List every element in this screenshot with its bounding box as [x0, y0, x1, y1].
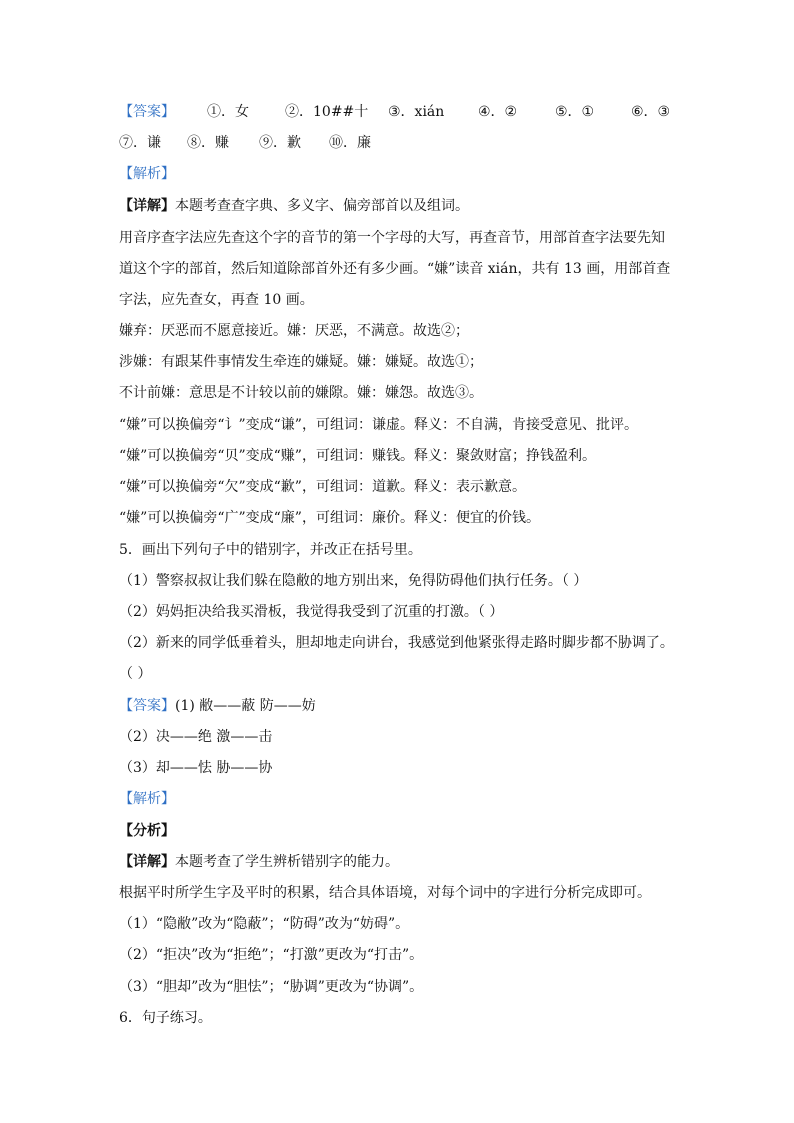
- detail-line: [119, 196, 469, 216]
- answer-item: ⑤．①: [555, 104, 595, 120]
- body-line: （3）“胆却”改为“胆怯”；“胁调”更改为“协调”。: [119, 979, 424, 995]
- analysis-tag: 【解析】: [119, 166, 175, 182]
- answer-row-1: [119, 102, 671, 122]
- answer-tag: 【答案】: [119, 104, 175, 120]
- answer-line: （2）决——绝 激——击: [119, 729, 273, 745]
- body-line: “嫌”可以换偏旁“讠”变成“谦”，可组词：谦虚。释义：不自满，肯接受意见、批评。: [119, 417, 638, 433]
- question-title: 5．画出下列句子中的错别字，并改正在括号里。: [119, 542, 422, 558]
- answer-item: ④．②: [478, 104, 518, 120]
- body-line: 涉嫌：有跟某件事情发生牵连的嫌疑。嫌：嫌疑。故选①；: [119, 354, 483, 370]
- body-line: “嫌”可以换偏旁“广”变成“廉”，可组词：廉价。释义：便宜的价钱。: [119, 510, 540, 526]
- detail-tag: 【详解】: [119, 198, 175, 214]
- answer-item: ①．女: [207, 104, 249, 120]
- body-line: 嫌弃：厌恶而不愿意接近。嫌：厌恶，不满意。故选②；: [119, 323, 469, 339]
- answer-item: ③．xián: [388, 104, 445, 120]
- question-item: （ ）: [119, 666, 152, 682]
- body-line: 道这个字的部首，然后知道除部首外还有多少画。“嫌”读音 xián，共有 13 画，用部首查: [119, 261, 671, 277]
- question-item: （2）妈妈拒决给我买滑板，我觉得我受到了沉重的打激。（ ）: [119, 604, 504, 620]
- body-line: 不计前嫌：意思是不计较以前的嫌隙。嫌：嫌怨。故选③。: [119, 385, 483, 401]
- analysis-sub-tag: 【分析】: [119, 823, 175, 839]
- answer-item: ⑩．廉: [329, 135, 371, 151]
- detail-line: [119, 852, 399, 872]
- answer-text: (1) 敝——蔽 防——妨: [175, 698, 316, 714]
- body-line: （1）“隐敝”改为“隐蔽”；“防碍”改为“妨碍”。: [119, 916, 410, 932]
- answer-item: ⑥．③: [631, 104, 671, 120]
- answer-item: ⑧．赚: [187, 135, 229, 151]
- question-item: （2）新来的同学低垂着头，胆却地走向讲台，我感觉到他紧张得走路时脚步都不胁调了。: [119, 635, 674, 651]
- answer-tag: 【答案】: [119, 698, 175, 714]
- body-line: “嫌”可以换偏旁“欠”变成“歉”，可组词：道歉。释义：表示歉意。: [119, 479, 526, 495]
- body-line: （2）“拒决”改为“拒绝”；“打激”更改为“打击”。: [119, 947, 424, 963]
- body-line: 根据平时所学生字及平时的积累，结合具体语境，对每个词中的字进行分析完成即可。: [119, 885, 651, 901]
- question-item: （1）警察叔叔让我们躲在隐敝的地方别出来，免得防碍他们执行任务。（ ）: [119, 573, 588, 589]
- answer-line: [119, 696, 316, 716]
- body-line: “嫌”可以换偏旁“贝”变成“赚”，可组词：赚钱。释义：聚敛财富；挣钱盈利。: [119, 448, 596, 464]
- body-line: 用音序查字法应先查这个字的音节的第一个字母的大写，再查音节，用部首查字法要先知: [119, 230, 665, 246]
- answer-item: ②．10##十: [285, 104, 369, 120]
- detail-tag: 【详解】: [119, 854, 175, 870]
- answer-item: ⑦．谦: [119, 135, 161, 151]
- detail-intro: 本题考查了学生辨析错别字的能力。: [175, 854, 399, 870]
- answer-line: （3）却——怯 胁——协: [119, 760, 273, 776]
- body-line: 字法，应先查女，再查 10 画。: [119, 292, 314, 308]
- question-title: 6．句子练习。: [119, 1010, 212, 1026]
- analysis-tag: 【解析】: [119, 791, 175, 807]
- detail-intro: 本题考查查字典、多义字、偏旁部首以及组词。: [175, 198, 469, 214]
- answer-item: ⑨．歉: [259, 135, 301, 151]
